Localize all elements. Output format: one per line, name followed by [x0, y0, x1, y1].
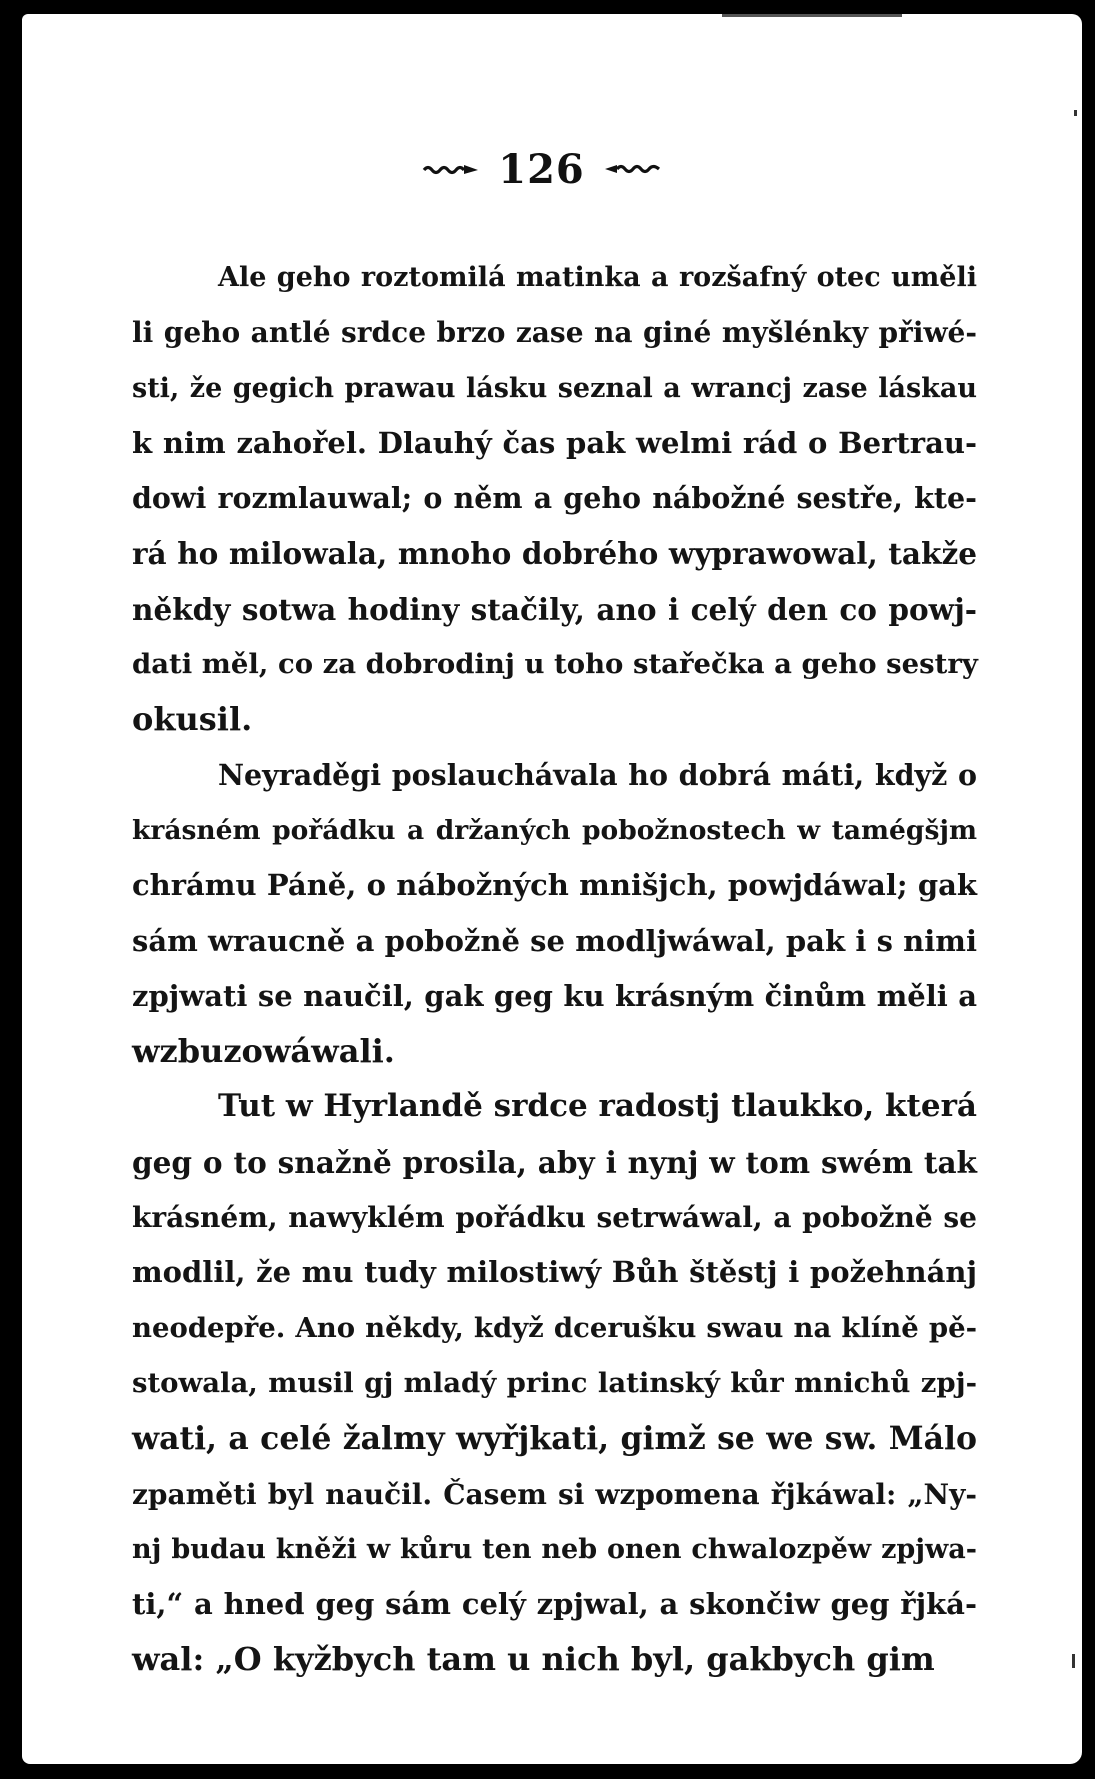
left-ornament-icon — [422, 162, 480, 176]
text-line: Tut w Hyrlandě srdce radostj tlaukko, která — [218, 1088, 977, 1125]
text-line: wal: „O kyžbych tam u nich byl, gakbych gim — [132, 1640, 935, 1679]
text-line: geg o to snažně prosila, aby i nynj w tom swém tak — [132, 1144, 977, 1180]
page-content — [132, 138, 977, 1688]
text-line: sti, že gegich prawau lásku seznal a wrancj zase láskau — [132, 372, 977, 404]
page-header — [106, 138, 977, 200]
page-edge-mark — [1072, 1654, 1075, 1668]
page-edge-mark — [1074, 110, 1077, 116]
text-line: krásném pořádku a držaných pobožnostech w tamégšjm — [132, 814, 977, 846]
page-number: 126 — [498, 145, 585, 193]
text-line: někdy sotwa hodiny stačily, ano i celý den co powj- — [132, 591, 977, 627]
text-line: Ale geho roztomilá matinka a rozšafný otec uměli — [218, 262, 977, 293]
text-line: neodepře. Ano někdy, když dcerušku swau na klíně pě- — [132, 1311, 977, 1344]
text-line: okusil. — [132, 700, 253, 739]
text-line: sám wraucně a pobožně se modljwáwal, pak i s nimi — [132, 923, 977, 958]
text-line: zpjwati se naučil, gak geg ku krásným činům měli a — [132, 978, 977, 1013]
text-line: stowala, musil gj mladý princ latinský kůr mnichů zpj- — [132, 1366, 977, 1399]
text-line: Neyraděgi poslauchávala ho dobrá máti, když o — [218, 757, 977, 792]
text-line: k nim zahořel. Dlauhý čas pak welmi rád o Bertrau- — [132, 425, 977, 460]
text-line: krásném, nawyklém pořádku setrwáwal, a pobožně se — [132, 1201, 977, 1235]
text-line: wati, a celé žalmy wyřjkati, gimž se we sw. Málo — [132, 1420, 977, 1458]
text-line: ti,“ a hned geg sám celý zpjwal, a skončiw geg řjká- — [132, 1587, 977, 1622]
text-line: wzbuzowáwali. — [132, 1032, 395, 1071]
text-line: zpaměti byl naučil. Časem si wzpomena řjkáwal: „Ny- — [132, 1477, 977, 1511]
text-line: dati měl, co za dobrodinj u toho stařečka a geho sestry — [132, 648, 978, 681]
text-line: rá ho milowala, mnoho dobrého wyprawowal, takže — [132, 536, 977, 572]
book-page — [22, 14, 1082, 1764]
text-line: nj budau kněži w kůru ten neb onen chwalozpěw zpjwa- — [132, 1533, 977, 1565]
body-text — [132, 250, 977, 1688]
text-line: chrámu Páně, o nábožných mnišjch, powjdáwal; gak — [132, 868, 977, 903]
text-line: li geho antlé srdce brzo zase na giné myšlénky přiwé- — [132, 316, 977, 350]
right-ornament-icon — [603, 162, 661, 176]
text-line: dowi rozmlauwal; o něm a geho nábožné sestře, kte- — [132, 481, 977, 516]
text-line: modlil, že mu tudy milostiwý Bůh štěstj i požehnánj — [132, 1255, 977, 1290]
page-edge-mark — [722, 14, 902, 17]
